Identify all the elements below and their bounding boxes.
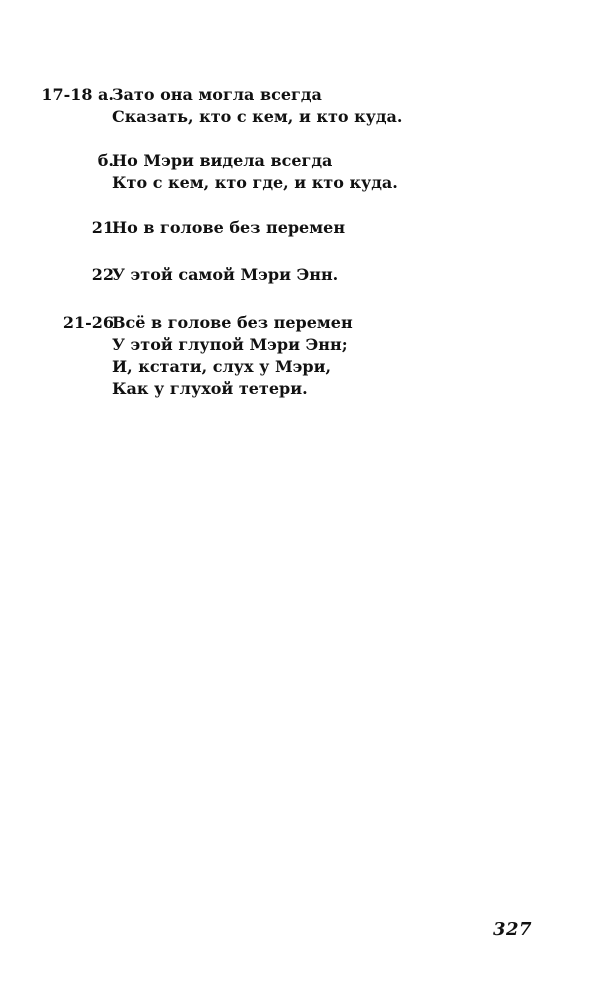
entry-lines — [112, 150, 572, 194]
entry-lines — [112, 312, 572, 400]
entry-label: 17-18 а. — [41, 85, 114, 104]
verse-line: Но Мэри видела всегда — [112, 151, 333, 170]
verse-line: Зато она могла всегда — [112, 85, 322, 104]
entry-label: 21-26 — [62, 313, 114, 332]
verse-line: У этой самой Мэри Энн. — [112, 265, 339, 284]
entry-label: 22 — [91, 265, 114, 284]
verse-line: Кто с кем, кто где, и кто куда. — [112, 173, 398, 192]
verse-line: Но в голове без перемен — [112, 218, 346, 237]
entry-lines — [112, 217, 572, 239]
entry-label: б. — [97, 151, 114, 170]
page-number: 327 — [493, 919, 533, 940]
verse-line: У этой глупой Мэри Энн; — [112, 335, 348, 354]
verse-line: И, кстати, слух у Мэри, — [112, 357, 332, 376]
verse-line: Сказать, кто с кем, и кто куда. — [112, 107, 403, 126]
verse-line: Всё в голове без перемен — [112, 313, 353, 332]
entry-lines — [112, 264, 572, 286]
verse-line: Как у глухой тетери. — [112, 379, 308, 398]
entry-lines — [112, 84, 572, 128]
entry-label: 21 — [91, 218, 114, 237]
